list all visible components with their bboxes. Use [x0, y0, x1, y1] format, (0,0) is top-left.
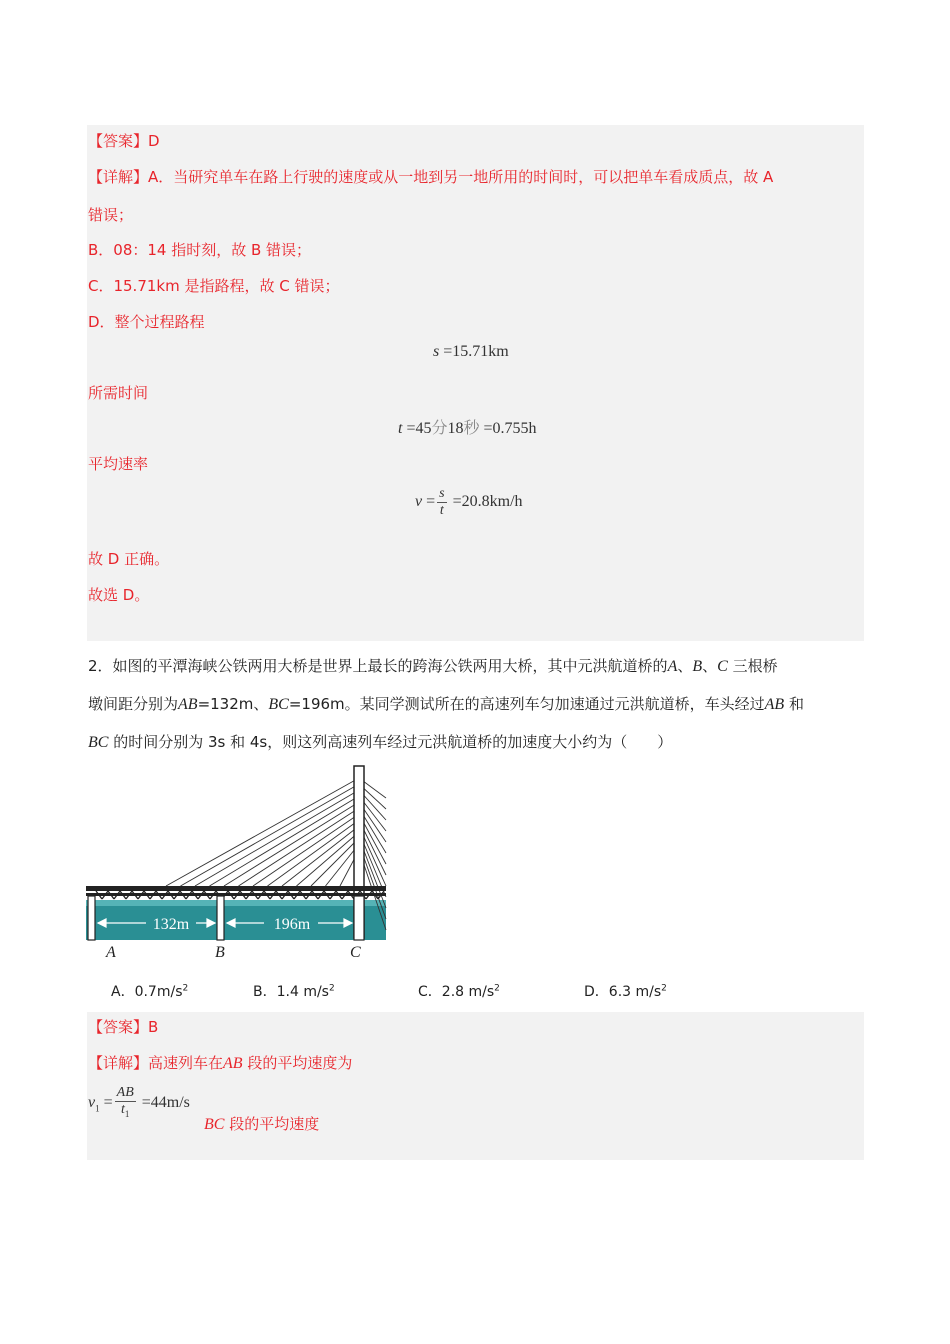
- detail-a-cont: 错误；: [88, 206, 134, 224]
- label-b: B: [215, 944, 225, 961]
- option-c: [418, 981, 500, 1001]
- option-b-sup: 2: [328, 983, 335, 994]
- formula-v-frac: [437, 486, 446, 519]
- pier-b: [217, 896, 224, 940]
- formula-v: [415, 486, 523, 519]
- answer2-detail: [88, 1053, 352, 1074]
- answer2-value: B: [148, 1018, 159, 1036]
- formula-v1-sub: 1: [95, 1103, 100, 1114]
- answer-line: [88, 131, 160, 151]
- formula-t-b: 18: [447, 420, 464, 437]
- formula-v1-den: t: [121, 1102, 125, 1117]
- detail-a-text: A．当研究单车在路上行驶的速度或从一地到另一地所用的时间时，可以把单车看成质点，故 A: [148, 168, 774, 186]
- formula-t-a: =45: [402, 420, 432, 437]
- formula-v1-num: AB: [116, 1085, 134, 1100]
- q-line1-sep2: 、: [702, 657, 718, 675]
- formula-v1-eq: =: [99, 1094, 113, 1112]
- dim-ab-label: 132m: [152, 916, 190, 933]
- answer-box-2: [87, 1012, 864, 1160]
- deck-top: [86, 886, 386, 891]
- q-line3-rest: 的时间分别为 3s 和 4s，则这列高速列车经过元洪航道桥的加速度大小约为（ ）: [108, 733, 673, 751]
- q-line1-end: 三根桥: [727, 657, 778, 675]
- dim-bc-label: 196m: [273, 916, 311, 933]
- question-line-2: [88, 694, 804, 715]
- option-a-value: 0.7m/s: [134, 984, 183, 1000]
- option-b-letter: B．: [253, 984, 277, 1000]
- formula-v-eq: =: [422, 493, 436, 511]
- answer-box-1: [87, 125, 864, 641]
- formula-v1-rest: =44m/s: [137, 1094, 190, 1112]
- q-line2-ab: AB: [178, 696, 198, 713]
- answer2-detail-ab: AB: [223, 1055, 243, 1072]
- formula-t-miao: 秒: [463, 420, 480, 437]
- answer-label: 【答案】: [88, 132, 149, 150]
- option-d-value: 6.3 m/s: [608, 984, 662, 1000]
- q-line3-bc: BC: [88, 734, 109, 751]
- formula-v-num: s: [439, 486, 445, 501]
- q-line1-sep1: 、: [677, 657, 693, 675]
- q-line2-b: =132m、: [197, 695, 269, 713]
- formula-v1: [88, 1085, 190, 1122]
- formula-t-fen: 分: [431, 420, 448, 437]
- option-c-value: 2.8 m/s: [441, 984, 495, 1000]
- option-b-value: 1.4 m/s: [276, 984, 329, 1000]
- formula-t-var: t: [398, 420, 403, 437]
- question-line-3: [88, 732, 672, 753]
- option-c-sup: 2: [494, 983, 500, 994]
- bc-text: 段的平均速度: [224, 1115, 320, 1133]
- rate-label: 平均速率: [88, 455, 149, 473]
- question-line-1: [88, 656, 778, 677]
- detail-c: C．15.71km 是指路程，故 C 错误；: [88, 277, 340, 295]
- bridge-figure: [86, 764, 388, 964]
- q-line2-bc: BC: [268, 696, 289, 713]
- pier-a: [88, 896, 95, 940]
- option-c-letter: C．: [418, 984, 442, 1000]
- correct-text: 故 D 正确。: [88, 550, 170, 568]
- option-a-sup: 2: [182, 983, 189, 994]
- bc-var: BC: [204, 1116, 225, 1133]
- detail-b: B．08：14 指时刻，故 B 错误；: [88, 241, 312, 259]
- formula-v-var: v: [415, 493, 423, 511]
- formula-v-den: t: [439, 503, 444, 518]
- formula-v-rest: =20.8km/h: [448, 493, 523, 511]
- option-a: [111, 981, 188, 1001]
- choose-text: 故选 D。: [88, 586, 150, 604]
- answer2-label: 【答案】: [88, 1018, 149, 1036]
- formula-s: [433, 343, 509, 361]
- detail-d: D．整个过程路程: [88, 313, 205, 331]
- detail-line-a: [88, 167, 773, 187]
- formula-v1-den-sub: 1: [124, 1108, 130, 1119]
- answer-value: D: [148, 132, 160, 150]
- answer2-detail-text: 高速列车在: [148, 1054, 224, 1072]
- option-a-letter: A．: [111, 984, 135, 1000]
- answer2-detail-text2: 段的平均速度为: [242, 1054, 353, 1072]
- q-line1-text: 2．如图的平潭海峡公铁两用大桥是世界上最长的跨海公铁两用大桥，其中元洪航道桥的: [88, 657, 668, 675]
- q-line1-b: B: [692, 658, 703, 675]
- formula-s-var: s: [433, 343, 440, 360]
- formula-s-rest: =15.71km: [439, 343, 509, 360]
- formula-t-c: =0.755h: [479, 420, 537, 437]
- answer2-line: [88, 1017, 158, 1037]
- answer2-detail-label: 【详解】: [88, 1054, 149, 1072]
- q-line2-d: 和: [784, 695, 804, 713]
- option-d-letter: D．: [584, 984, 609, 1000]
- label-c: C: [350, 944, 361, 961]
- detail-label: 【详解】: [88, 168, 149, 186]
- option-d: [584, 981, 667, 1001]
- option-b: [253, 981, 335, 1001]
- q-line2-ab2: AB: [764, 696, 785, 713]
- label-a: A: [106, 944, 116, 961]
- q-line2-a: 墩间距分别为: [88, 695, 179, 713]
- option-d-sup: 2: [661, 983, 667, 994]
- formula-t: [398, 415, 537, 438]
- pier-c: [354, 896, 364, 940]
- time-label: 所需时间: [88, 384, 149, 402]
- q-line2-c: =196m。某同学测试所在的高速列车匀加速通过元洪航道桥，车头经过: [288, 695, 765, 713]
- q-line1-a: A: [667, 658, 678, 675]
- formula-v1-frac: [115, 1085, 136, 1122]
- q-line1-c: C: [717, 658, 728, 675]
- formula-v1-var: v: [88, 1094, 96, 1112]
- bc-line: [204, 1114, 319, 1135]
